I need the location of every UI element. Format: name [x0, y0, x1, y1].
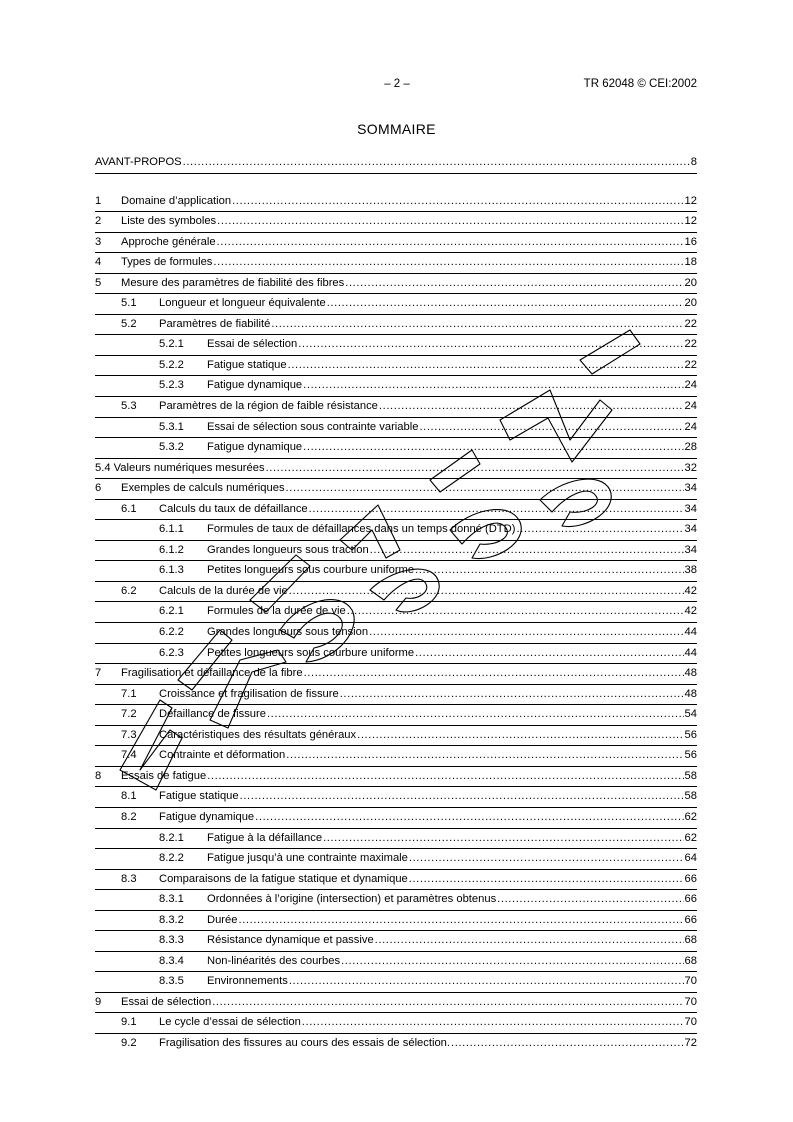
- toc-entry[interactable]: [95, 726, 697, 747]
- toc-entry-number: 7.2: [121, 708, 137, 721]
- toc-entry[interactable]: [95, 153, 697, 174]
- toc-entry-number: 8.3.1: [159, 893, 184, 906]
- toc-entry-page: 22: [684, 338, 697, 351]
- toc-entry-number: 2: [95, 215, 102, 228]
- toc-entry[interactable]: [95, 952, 697, 973]
- dot-leader: [266, 462, 684, 475]
- toc-entry-page: 62: [684, 831, 697, 844]
- toc-entry-page: 34: [684, 523, 697, 536]
- toc-entry-line: [207, 893, 697, 906]
- toc-entry-title: Domaine d’application: [121, 194, 232, 207]
- toc-entry-line: [207, 359, 697, 372]
- dot-leader: [323, 832, 683, 845]
- dot-leader: [289, 585, 684, 598]
- toc-entry-number: 4: [95, 256, 102, 269]
- toc-entry-page: 72: [684, 1036, 697, 1049]
- toc-entry-title: Fragilisation et défaillance de la fibre: [121, 667, 303, 680]
- toc-entry[interactable]: [95, 870, 697, 891]
- toc-entry-number: 6.1.3: [159, 564, 184, 577]
- toc-entry-title: Longueur et longueur équivalente: [159, 297, 326, 310]
- toc-entry-title: Défaillance de fissure: [159, 708, 266, 721]
- toc-entry-title: Formules de taux de défaillances dans un temps donné (DTD): [207, 523, 516, 536]
- toc-entry-number: 6: [95, 482, 102, 495]
- dot-leader: [232, 195, 683, 208]
- toc-entry-line: [207, 914, 697, 927]
- toc-entry-line: [121, 770, 697, 783]
- toc-entry-page: 34: [684, 482, 697, 495]
- toc-entry-number: 6.1.1: [159, 523, 184, 536]
- toc-entry-line: [207, 647, 697, 660]
- toc-entry-page: 42: [684, 584, 697, 597]
- toc-entry[interactable]: [95, 459, 697, 480]
- toc-entry-title: Essais de fatigue: [121, 769, 207, 782]
- toc-entry-page: 68: [684, 934, 697, 947]
- toc-entry-page: 22: [684, 358, 697, 371]
- toc-entry[interactable]: [95, 582, 697, 603]
- toc-entry-number: 7.1: [121, 687, 137, 700]
- toc-entry-title: Essai de sélection: [121, 995, 212, 1008]
- toc-entry-page: 58: [684, 790, 697, 803]
- toc-entry[interactable]: [95, 829, 697, 850]
- toc-entry[interactable]: [95, 397, 697, 418]
- toc-entry-page: 48: [684, 667, 697, 680]
- toc-entry-page: 68: [684, 954, 697, 967]
- toc-entry-page: 18: [684, 256, 697, 269]
- toc-entry-page: 20: [684, 276, 697, 289]
- toc-entry-title: Caractéristiques des résultats généraux: [159, 728, 357, 741]
- toc-entry-title: Grandes longueurs sous traction: [207, 543, 369, 556]
- toc-entry[interactable]: [95, 376, 697, 397]
- toc-entry[interactable]: [95, 294, 697, 315]
- toc-entry-page: 34: [684, 543, 697, 556]
- dot-leader: [302, 1016, 684, 1029]
- toc-entry-title: Résistance dynamique et passive: [207, 934, 374, 947]
- toc-entry-title: Petites longueurs sous courbure uniforme: [207, 646, 415, 659]
- toc-entry-number: 7: [95, 667, 102, 680]
- toc-entry-line: [159, 688, 697, 701]
- dot-leader: [286, 482, 684, 495]
- dot-leader: [240, 790, 684, 803]
- dot-leader: [286, 749, 683, 762]
- toc-entry-title: Fatigue dynamique: [207, 441, 303, 454]
- toc-entry-number: 5.3.1: [159, 420, 184, 433]
- toc-entry-title: Contrainte et déformation: [159, 749, 286, 762]
- toc-entry-line: [95, 462, 697, 475]
- toc-entry-number: 5.2: [121, 317, 137, 330]
- toc-entry-title: Fatigue jusqu’à une contrainte maximale: [207, 852, 408, 865]
- dot-leader: [340, 688, 684, 701]
- toc-entry[interactable]: [95, 479, 697, 500]
- toc-entry[interactable]: [95, 561, 697, 582]
- toc-entry-number: 5.2.1: [159, 338, 184, 351]
- toc-entry[interactable]: [95, 685, 697, 706]
- toc-entry[interactable]: [95, 767, 697, 788]
- toc-entry-number: 5.2.2: [159, 358, 184, 371]
- dot-leader: [304, 667, 684, 680]
- toc-entry-page: 56: [684, 728, 697, 741]
- toc-entry-number: 6.1: [121, 502, 137, 515]
- toc-entry-number: 8.3.5: [159, 975, 184, 988]
- toc-entry-page: 70: [684, 995, 697, 1008]
- toc-entry-page: 62: [684, 810, 697, 823]
- toc-entry-title: 5.4 Valeurs numériques mesurées: [95, 461, 265, 474]
- dot-leader: [409, 873, 684, 886]
- dot-leader: [255, 811, 683, 824]
- toc-entry[interactable]: [95, 705, 697, 726]
- dot-leader: [298, 338, 683, 351]
- toc-entry[interactable]: [95, 438, 697, 459]
- toc-entry-title: Comparaisons de la fatigue statique et dynamique: [159, 872, 408, 885]
- toc-entry-title: Ordonnées à l’origine (intersection) et paramètres obtenus: [207, 893, 497, 906]
- toc-entry-page: 48: [684, 687, 697, 700]
- toc-entry[interactable]: [95, 993, 697, 1014]
- toc-entry-page: 66: [684, 913, 697, 926]
- toc-entry-title: Essai de sélection sous contrainte variable: [207, 420, 419, 433]
- dot-leader: [409, 852, 684, 865]
- toc-entry-number: 8.3.4: [159, 954, 184, 967]
- toc-entry[interactable]: [95, 500, 697, 521]
- toc-entry-line: [159, 318, 697, 331]
- toc-entry-number: 8.1: [121, 790, 137, 803]
- toc-entry-line: [159, 503, 697, 516]
- toc-entry-number: 8: [95, 769, 102, 782]
- toc-entry-title: Fatigue dynamique: [159, 810, 255, 823]
- toc-entry[interactable]: [95, 808, 697, 829]
- toc-entry-title: Croissance et fragilisation de fissure: [159, 687, 339, 700]
- toc-entry-page: 24: [684, 379, 697, 392]
- toc-entry[interactable]: [95, 623, 697, 644]
- toc-entry-number: 8.2: [121, 810, 137, 823]
- toc-entry-number: 1: [95, 194, 102, 207]
- toc-entry-title: Liste des symboles: [121, 215, 217, 228]
- dot-leader: [516, 523, 683, 536]
- toc-entry-number: 5.3.2: [159, 441, 184, 454]
- toc-entry-title: Types de formules: [121, 256, 213, 269]
- toc-entry-number: 5: [95, 276, 102, 289]
- toc-entry-number: 5.2.3: [159, 379, 184, 392]
- dot-leader: [303, 441, 683, 454]
- toc-entry-number: 6.1.2: [159, 543, 184, 556]
- toc-entry-title: Approche générale: [121, 235, 216, 248]
- dot-leader: [238, 914, 683, 927]
- toc-entry-title: Durée: [207, 913, 238, 926]
- toc-entry-title: Fatigue à la défaillance: [207, 831, 323, 844]
- toc-entry-number: 3: [95, 235, 102, 248]
- dot-leader: [217, 215, 683, 228]
- toc-entry-page: 12: [684, 194, 697, 207]
- toc-entry[interactable]: [95, 335, 697, 356]
- toc-entry-line: [159, 1016, 697, 1029]
- toc-entry-number: 5.3: [121, 400, 137, 413]
- table-of-contents: [95, 153, 697, 1054]
- toc-entry-page: 44: [684, 646, 697, 659]
- dot-leader: [267, 708, 684, 721]
- toc-entry-number: 7.3: [121, 728, 137, 741]
- dot-leader: [375, 934, 684, 947]
- toc-entry-line: [121, 256, 697, 269]
- toc-entry-line: [121, 215, 697, 228]
- toc-entry-title: Paramètres de la région de faible résistance: [159, 400, 378, 413]
- toc-entry-line: [207, 441, 697, 454]
- toc-entry-line: [159, 790, 697, 803]
- dot-leader: [497, 893, 683, 906]
- dot-leader: [345, 277, 683, 290]
- toc-entry-page: 58: [684, 769, 697, 782]
- toc-entry-page: 56: [684, 749, 697, 762]
- toc-entry-title: Calculs de la durée de vie: [159, 584, 288, 597]
- dot-leader: [341, 955, 683, 968]
- toc-entry[interactable]: [95, 212, 697, 233]
- toc-entry-page: 66: [684, 872, 697, 885]
- toc-entry[interactable]: [95, 1013, 697, 1034]
- toc-entry-number: 5.1: [121, 297, 137, 310]
- toc-entry-line: [207, 955, 697, 968]
- toc-entry-number: 9: [95, 995, 102, 1008]
- toc-entry-title: Grandes longueurs sous tension: [207, 626, 369, 639]
- toc-entry-line: [207, 832, 697, 845]
- toc-entry-line: [121, 236, 697, 249]
- toc-entry-number: 7.4: [121, 749, 137, 762]
- toc-entry-line: [159, 749, 697, 762]
- toc-entry[interactable]: [95, 746, 697, 767]
- toc-entry-line: [207, 523, 697, 536]
- dot-leader: [357, 729, 683, 742]
- toc-entry-number: 8.3.3: [159, 934, 184, 947]
- dot-leader: [309, 503, 684, 516]
- toc-entry-number: 9.2: [121, 1036, 137, 1049]
- toc-entry-line: [207, 605, 697, 618]
- toc-entry[interactable]: [95, 931, 697, 952]
- toc-entry-page: 24: [684, 420, 697, 433]
- toc-entry-number: 9.1: [121, 1016, 137, 1029]
- toc-entry-line: [207, 852, 697, 865]
- toc-entry-line: [159, 400, 697, 413]
- toc-entry-page: 38: [684, 564, 697, 577]
- toc-entry-line: [159, 811, 697, 824]
- toc-entry-line: [207, 975, 697, 988]
- toc-entry-page: 22: [684, 317, 697, 330]
- toc-entry-page: 66: [684, 893, 697, 906]
- toc-entry-line: [95, 156, 697, 169]
- dot-leader: [451, 1037, 684, 1050]
- toc-entry-page: 8: [690, 156, 697, 168]
- toc-entry[interactable]: [95, 418, 697, 439]
- dot-leader: [289, 975, 684, 988]
- dot-leader: [415, 564, 683, 577]
- toc-entry-title: Exemples de calculs numériques: [121, 482, 285, 495]
- dot-leader: [288, 359, 684, 372]
- dot-leader: [271, 318, 683, 331]
- dot-leader: [303, 379, 683, 392]
- toc-entry[interactable]: [95, 1034, 697, 1054]
- toc-entry[interactable]: [95, 541, 697, 562]
- toc-entry-line: [121, 195, 697, 208]
- dot-leader: [217, 236, 684, 249]
- toc-entry-title: Fatigue dynamique: [207, 379, 303, 392]
- toc-entry-title: Fatigue statique: [207, 358, 287, 371]
- toc-entry[interactable]: [95, 849, 697, 870]
- toc-entry-line: [207, 626, 697, 639]
- toc-entry-line: [159, 585, 697, 598]
- dot-leader: [370, 544, 684, 557]
- toc-entry[interactable]: [95, 602, 697, 623]
- toc-entry-line: [207, 379, 697, 392]
- page-title: SOMMAIRE: [357, 121, 436, 137]
- toc-entry-page: 16: [684, 235, 697, 248]
- toc-entry-page: 44: [684, 626, 697, 639]
- toc-entry-number: 6.2.3: [159, 646, 184, 659]
- toc-entry[interactable]: [95, 233, 697, 254]
- toc-entry-number: 8.3.2: [159, 913, 184, 926]
- toc-entry-number: 6.2.1: [159, 605, 184, 618]
- toc-entry-number: 8.3: [121, 872, 137, 885]
- toc-entry-title: AVANT-PROPOS: [95, 156, 182, 168]
- toc-entry-title: Fatigue statique: [159, 790, 239, 803]
- toc-entry[interactable]: [95, 972, 697, 993]
- toc-entry-number: 8.2.1: [159, 831, 184, 844]
- toc-entry-line: [159, 729, 697, 742]
- toc-entry-page: 34: [684, 502, 697, 515]
- document-reference: TR 62048 © CEI:2002: [583, 78, 697, 90]
- toc-entry-page: 42: [684, 605, 697, 618]
- toc-entry-title: Calculs du taux de défaillance: [159, 502, 308, 515]
- page-number: – 2 –: [384, 78, 410, 90]
- toc-entry-page: 64: [684, 852, 697, 865]
- toc-entry-line: [159, 297, 697, 310]
- toc-entry-title: Essai de sélection: [207, 338, 298, 351]
- dot-leader: [347, 605, 684, 618]
- dot-leader: [327, 297, 684, 310]
- toc-entry[interactable]: [95, 253, 697, 274]
- toc-entry-title: Non-linéarités des courbes: [207, 954, 341, 967]
- toc-entry-number: 6.2.2: [159, 626, 184, 639]
- toc-entry-line: [159, 873, 697, 886]
- toc-entry-line: [159, 1037, 697, 1050]
- toc-entry[interactable]: [95, 664, 697, 685]
- toc-entry-line: [207, 544, 697, 557]
- toc-entry-page: 32: [684, 461, 697, 474]
- toc-entry[interactable]: [95, 890, 697, 911]
- toc-entry-line: [121, 996, 697, 1009]
- toc-entry-title: Formules de la durée de vie: [207, 605, 346, 618]
- toc-entry-page: 28: [684, 441, 697, 454]
- toc-entry-page: 70: [684, 975, 697, 988]
- toc-entry-line: [207, 421, 697, 434]
- dot-leader: [419, 421, 683, 434]
- toc-entry-line: [207, 934, 697, 947]
- toc-entry-title: Le cycle d’essai de sélection: [159, 1016, 301, 1029]
- dot-leader: [369, 626, 683, 639]
- toc-entry[interactable]: [95, 274, 697, 295]
- toc-entry-line: [121, 277, 697, 290]
- toc-entry[interactable]: [95, 787, 697, 808]
- toc-entry-line: [121, 482, 697, 495]
- toc-entry-number: 8.2.2: [159, 852, 184, 865]
- toc-entry-line: [207, 338, 697, 351]
- toc-entry-page: 54: [684, 708, 697, 721]
- toc-entry[interactable]: [95, 356, 697, 377]
- toc-entry-line: [159, 708, 697, 721]
- toc-entry-page: 12: [684, 215, 697, 228]
- toc-entry[interactable]: [95, 192, 697, 213]
- toc-entry[interactable]: [95, 911, 697, 932]
- toc-entry-title: Mesure des paramètres de fiabilité des fibres: [121, 276, 345, 289]
- toc-entry-title: Petites longueurs sous courbure uniforme: [207, 564, 415, 577]
- dot-leader: [183, 156, 690, 169]
- toc-entry-page: 20: [684, 297, 697, 310]
- toc-entry[interactable]: [95, 520, 697, 541]
- toc-entry-page: 70: [684, 1016, 697, 1029]
- toc-entry-title: Paramètres de fiabilité: [159, 317, 271, 330]
- dot-leader: [415, 647, 683, 660]
- toc-entry-line: [207, 564, 697, 577]
- toc-entry-line: [121, 667, 697, 680]
- dot-leader: [207, 770, 683, 783]
- toc-entry[interactable]: [95, 315, 697, 336]
- toc-entry-page: 24: [684, 400, 697, 413]
- toc-entry[interactable]: [95, 644, 697, 665]
- toc-entry-title: Environnements: [207, 975, 288, 988]
- dot-leader: [212, 996, 683, 1009]
- toc-entry-title: Fragilisation des fissures au cours des essais de sélection.: [159, 1036, 451, 1049]
- dot-leader: [213, 256, 683, 269]
- toc-entry-number: 6.2: [121, 584, 137, 597]
- dot-leader: [379, 400, 684, 413]
